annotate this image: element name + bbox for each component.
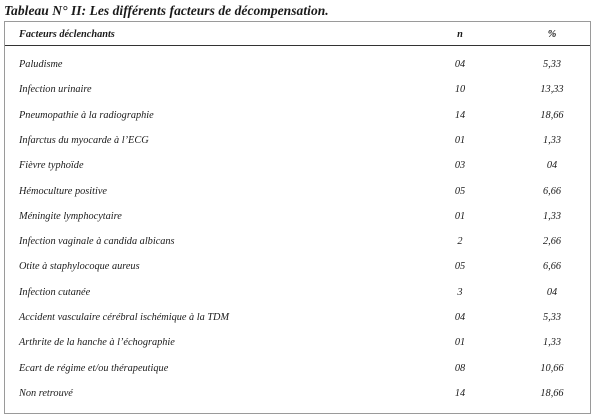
table-row bbox=[5, 180, 590, 205]
table-row bbox=[5, 230, 590, 255]
table-row bbox=[5, 53, 590, 78]
table-header-row bbox=[5, 22, 590, 46]
table-caption: Tableau N° II: Les différents facteurs de décompensation. bbox=[4, 3, 329, 18]
factor-percent: 1,33 bbox=[542, 210, 562, 222]
factor-count: 2 bbox=[457, 236, 463, 248]
factor-label: Infarctus du myocarde à l’ECG bbox=[19, 134, 149, 146]
decompensation-factors-table bbox=[4, 21, 591, 414]
factor-label: Arthrite de la hanche à l’échographie bbox=[19, 337, 175, 349]
factor-percent: 2,66 bbox=[542, 236, 562, 248]
factor-count: 14 bbox=[454, 109, 466, 121]
factor-count: 04 bbox=[454, 59, 466, 70]
table-row bbox=[5, 357, 590, 382]
table-row bbox=[5, 281, 590, 306]
table-row bbox=[5, 331, 590, 356]
factor-label: Infection vaginale à candida albicans bbox=[19, 236, 175, 248]
factor-percent: 5,33 bbox=[542, 59, 562, 70]
factor-label: Accident vasculaire cérébral ischémique à la TDM bbox=[19, 312, 230, 323]
factor-percent: 5,33 bbox=[542, 312, 562, 323]
factor-label: Hémoculture positive bbox=[19, 185, 107, 197]
factor-percent: 04 bbox=[546, 286, 558, 298]
factor-label: Infection urinaire bbox=[19, 84, 92, 96]
factor-percent: 18,66 bbox=[540, 109, 564, 121]
column-header-factors: Facteurs déclenchants bbox=[19, 29, 115, 40]
factor-label: Paludisme bbox=[19, 59, 63, 70]
factor-percent: 10,66 bbox=[540, 362, 564, 374]
column-header-percent: % bbox=[547, 29, 557, 40]
table-row bbox=[5, 104, 590, 129]
factor-label: Otite à staphylocoque aureus bbox=[19, 261, 140, 273]
table-row bbox=[5, 255, 590, 280]
column-header-n: n bbox=[457, 29, 463, 40]
factor-count: 05 bbox=[454, 185, 466, 197]
factor-count: 10 bbox=[454, 84, 466, 96]
factor-label: Pneumopathie à la radiographie bbox=[19, 109, 154, 121]
factor-count: 08 bbox=[454, 362, 466, 374]
factor-count: 01 bbox=[454, 210, 466, 222]
table-row bbox=[5, 78, 590, 103]
factor-count: 3 bbox=[457, 286, 463, 298]
factor-percent: 6,66 bbox=[542, 261, 562, 273]
factor-count: 04 bbox=[454, 312, 466, 323]
table-row bbox=[5, 306, 590, 331]
factor-count: 01 bbox=[454, 337, 466, 349]
table-row bbox=[5, 382, 590, 407]
factor-label: Non retrouvé bbox=[19, 387, 73, 399]
factor-count: 14 bbox=[454, 387, 466, 399]
factor-percent: 1,33 bbox=[542, 134, 562, 146]
factor-label: Ecart de régime et/ou thérapeutique bbox=[19, 362, 169, 374]
table-row bbox=[5, 129, 590, 154]
factor-count: 01 bbox=[454, 134, 466, 146]
table-row bbox=[5, 154, 590, 179]
factor-label: Fièvre typhoïde bbox=[19, 160, 84, 172]
factor-percent: 04 bbox=[546, 160, 558, 172]
factor-percent: 18,66 bbox=[540, 387, 564, 399]
factor-percent: 1,33 bbox=[542, 337, 562, 349]
factor-percent: 6,66 bbox=[542, 185, 562, 197]
factor-label: Infection cutanée bbox=[19, 286, 91, 298]
factor-count: 03 bbox=[454, 160, 466, 172]
factor-count: 05 bbox=[454, 261, 466, 273]
factor-label: Méningite lymphocytaire bbox=[19, 210, 122, 222]
table-row bbox=[5, 205, 590, 230]
factor-percent: 13,33 bbox=[540, 84, 564, 96]
